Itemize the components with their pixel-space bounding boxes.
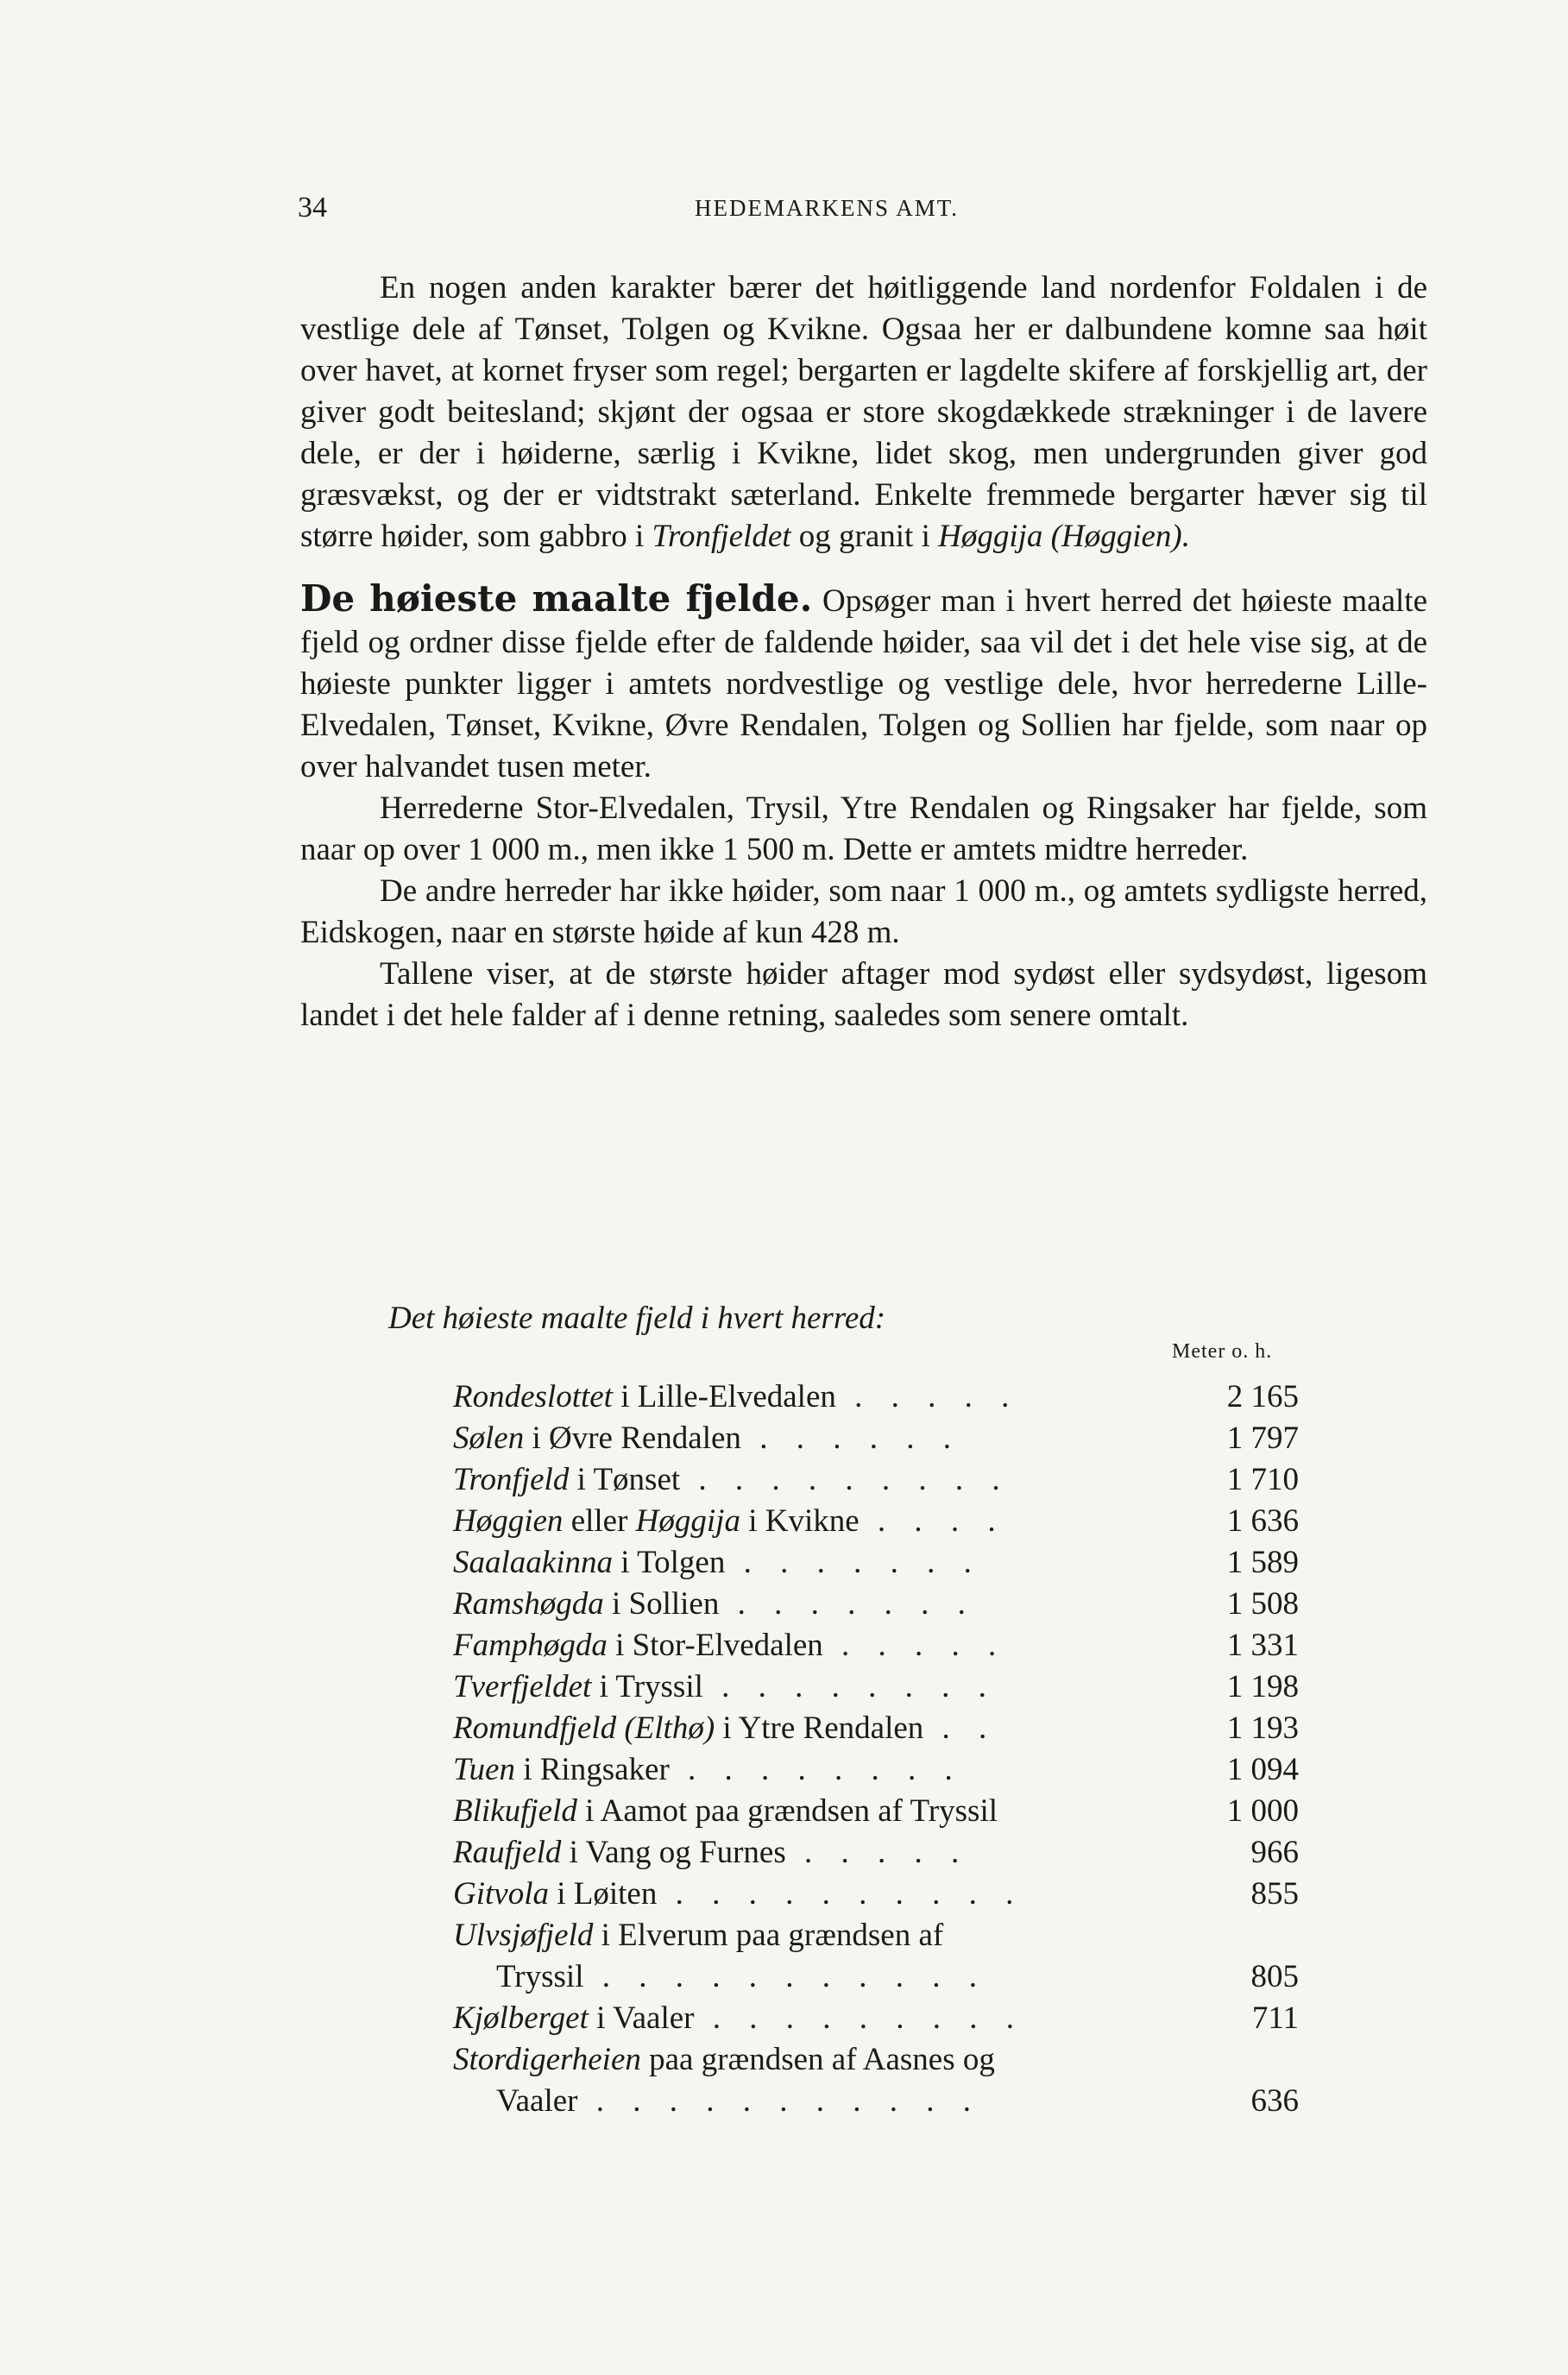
table-row [453,2000,1299,2041]
leader-dots: . . [923,1710,998,1746]
table-row [453,1502,1299,1544]
table-row [453,1627,1299,1668]
table-row [453,1834,1299,1875]
table-unit-header: Meter o. h. [1172,1340,1273,1363]
leader-dots: . . . . . . . . . . [657,1876,1024,1912]
leader-dots: . . . . . [835,1379,1020,1414]
mountain-name: Sølen i Øvre Rendalen . . . . . . [453,1421,961,1456]
table-row [453,2041,1299,2082]
table-row [453,1420,1299,1461]
table-row [453,1917,1299,1958]
mountain-name: Blikufjeld i Aamot paa grændsen af Tryssil [453,1793,998,1829]
mountain-name: Tuen i Ringsaker . . . . . . . . [453,1752,963,1787]
height-value: 636 [1250,2083,1299,2119]
mountain-name: Saalaakinna i Tolgen . . . . . . . [453,1545,982,1580]
page-number: 34 [298,192,327,224]
paragraph-1: En nogen anden karakter bærer det høitliggende land nordenfor Foldalen i de vestlige dele af Tønset, Tolgen og Kvikne. Ogsaa her er dalbundene komne saa høit over havet, at kornet fryser som regel; bergarten er lagdelte skifere af forskjellig art, der giver godt beitesland; skjønt der ogsaa er store skogdækkede strækninger i de lavere dele, er der i høiderne, særlig i Kvikne, lidet skog, men undergrunden giver god græsvækst, og der er vidtstrakt sæterland. Enkelte fremmede bergarter hæver sig til større høider, som gabbro i Tronfjeldet og granit i Høggija (Høggien). [300,270,1427,554]
height-value: 1 636 [1226,1503,1299,1539]
paragraph-b: Herrederne Stor-Elvedalen, Trysil, Ytre Rendalen og Ringsaker har fjelde, som naar op over 1 000 m., men ikke 1 500 m. Dette er amtets midtre herreder. [300,791,1427,867]
leader-dots: . . . . . [822,1628,1007,1663]
paragraph-c: De andre herreder har ikke høider, som naar 1 000 m., og amtets sydligste herred, Eidskogen, naar en største høide af kun 428 m. [300,873,1427,950]
table-row [453,1875,1299,1917]
section-heading: De høieste maalte fjelde. [300,577,813,620]
mountain-name: Kjølberget i Vaaler . . . . . . . . . [453,2000,1024,2036]
height-value: 1 589 [1226,1545,1299,1580]
table-title: Det høieste maalte fjeld i hvert herred: [388,1301,886,1336]
mountain-table [453,1378,1299,2124]
height-value: 1 000 [1226,1793,1299,1829]
height-value: 711 [1251,2000,1299,2036]
height-value: 1 508 [1226,1586,1299,1622]
mountain-name: Famphøgda i Stor-Elvedalen . . . . . [453,1628,1007,1663]
mountain-name: Gitvola i Løiten . . . . . . . . . . [453,1876,1024,1912]
page-header [298,192,1428,235]
mountain-name: Tronfjeld i Tønset . . . . . . . . . [453,1462,1011,1497]
leader-dots: . . . . . [785,1835,970,1870]
leader-dots: . . . . . . . [725,1545,982,1580]
mountain-name: Stordigerheien paa grændsen af Aasnes og [453,2042,995,2077]
table-row [453,1710,1299,1751]
leader-dots: . . . . . . [740,1421,961,1456]
section-paragraph: De høieste maalte fjelde. Opsøger man i hvert herred det høieste maalte fjeld og ordner disse fjelde efter de faldende høider, saa vil det i det hele vise sig, at de høieste punkter ligger i amtets nordvestlige og vestlige dele, hvor herrederne Lille-Elvedalen, Tønset, Kvikne, Øvre Rendalen, Tolgen og Sollien har fjelde, som naar op over halvandet tusen meter. [300,577,1427,784]
leader-dots: . . . . . . . . . . . [577,2083,981,2119]
table-row [453,1544,1299,1585]
mountain-name: Ulvsjøfjeld i Elverum paa grændsen af [453,1918,944,1953]
height-value: 1 710 [1226,1462,1299,1497]
mountain-name: Tryssil . . . . . . . . . . . [496,1959,987,1994]
height-value: 966 [1250,1835,1299,1870]
table-row [453,2082,1299,2124]
height-value: 1 331 [1226,1628,1299,1663]
mountain-name: Tverfjeldet i Tryssil . . . . . . . . [453,1669,997,1704]
mountain-name: Raufjeld i Vang og Furnes . . . . . [453,1835,970,1870]
paragraph-d: Tallene viser, at de største høider aftager mod sydøst eller sydsydøst, ligesom landet i det hele falder af i denne retning, saaledes som senere omtalt. [300,956,1427,1033]
body-text [300,268,1427,1036]
height-value: 1 797 [1226,1421,1299,1456]
height-value: 855 [1250,1876,1299,1912]
mountain-name: Ramshøgda i Sollien . . . . . . . [453,1586,976,1622]
height-value: 2 165 [1226,1379,1299,1414]
mountain-name: Rondeslottet i Lille-Elvedalen . . . . . [453,1379,1020,1414]
running-title: HEDEMARKENS AMT. [695,195,960,221]
table-row [453,1585,1299,1627]
leader-dots: . . . . [859,1503,1006,1539]
table-row [453,1668,1299,1710]
table-row [453,1751,1299,1792]
mountain-name: Vaaler . . . . . . . . . . . [496,2083,981,2119]
mountain-name: Høggien eller Høggija i Kvikne . . . . [453,1503,1006,1539]
leader-dots: . . . . . . . . [702,1669,997,1704]
table-row [453,1461,1299,1502]
leader-dots: . . . . . . . [719,1586,976,1622]
table-row [453,1378,1299,1420]
table-row [453,1958,1299,2000]
leader-dots: . . . . . . . . [669,1752,963,1787]
leader-dots: . . . . . . . . . . . [583,1959,987,1994]
height-value: 1 193 [1226,1710,1299,1746]
height-value: 1 094 [1226,1752,1299,1787]
leader-dots: . . . . . . . . . [694,2000,1024,2036]
table-row [453,1792,1299,1834]
height-value: 1 198 [1226,1669,1299,1704]
height-value: 805 [1250,1959,1299,1994]
mountain-name: Romundfjeld (Elthø) i Ytre Rendalen . . [453,1710,998,1746]
leader-dots: . . . . . . . . . [680,1462,1011,1497]
